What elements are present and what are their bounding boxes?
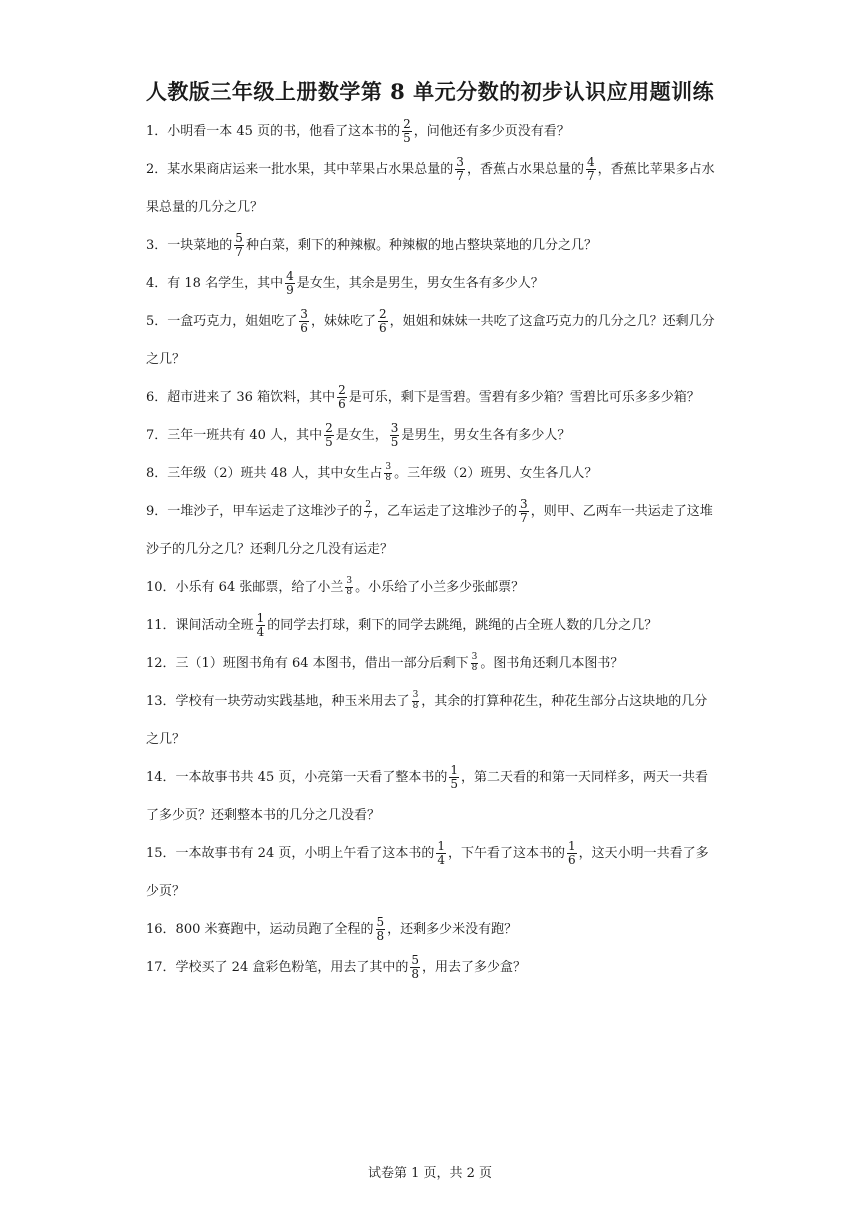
question-text: 一本故事书有 24 页，小明上午看了这本书的 bbox=[175, 846, 435, 861]
fraction-denominator: 4 bbox=[256, 625, 265, 639]
question-number: 14． bbox=[146, 770, 176, 785]
question-item bbox=[146, 265, 718, 303]
question-item bbox=[146, 911, 718, 949]
fraction bbox=[384, 463, 392, 484]
fraction-numerator: 2 bbox=[378, 306, 387, 321]
fraction-denominator: 8 bbox=[385, 473, 392, 483]
fraction bbox=[285, 270, 295, 297]
fraction-numerator: 2 bbox=[403, 116, 411, 131]
question-text: 一盒巧克力，姐姐吃了 bbox=[167, 314, 298, 329]
fraction-numerator: 5 bbox=[235, 230, 243, 245]
question-number: 8． bbox=[146, 466, 168, 481]
fraction-numerator: 2 bbox=[325, 420, 333, 435]
fraction-numerator: 2 bbox=[365, 500, 372, 511]
fraction-numerator: 3 bbox=[385, 462, 392, 473]
fraction-denominator: 5 bbox=[390, 435, 399, 449]
fraction-denominator: 7 bbox=[456, 169, 464, 183]
fraction bbox=[402, 118, 412, 145]
question-text: ，则甲、乙两车一共运走了这堆沙子的几分之几？还剩几分之几没有运走？ bbox=[146, 504, 713, 557]
question-item bbox=[146, 683, 718, 759]
question-number: 2． bbox=[146, 162, 168, 177]
question-text: 有 18 名学生，其中 bbox=[167, 276, 284, 291]
fraction-numerator: 3 bbox=[456, 154, 464, 169]
fraction bbox=[378, 308, 388, 335]
question-text: 是可乐，剩下是雪碧。雪碧有多少箱？雪碧比可乐多多少箱？ bbox=[348, 390, 700, 405]
fraction-numerator: 3 bbox=[471, 652, 478, 663]
question-list bbox=[146, 113, 718, 987]
question-number: 12． bbox=[146, 656, 176, 671]
question-text: ，其余的打算种花生，种花生部分占这块地的几分之几？ bbox=[146, 694, 708, 747]
question-number: 17． bbox=[146, 960, 176, 975]
fraction-denominator: 7 bbox=[586, 169, 595, 183]
question-text: 小乐有 64 张邮票，给了小兰 bbox=[175, 580, 344, 595]
fraction-denominator: 6 bbox=[338, 397, 346, 411]
fraction bbox=[412, 691, 420, 712]
question-item bbox=[146, 493, 718, 569]
question-text: 的同学去打球，剩下的同学去跳绳，跳绳的占全班人数的几分之几？ bbox=[267, 618, 658, 633]
question-number: 10． bbox=[146, 580, 176, 595]
fraction bbox=[436, 840, 446, 867]
fraction-denominator: 7 bbox=[235, 245, 243, 259]
question-item bbox=[146, 949, 718, 987]
fraction bbox=[390, 422, 400, 449]
fraction bbox=[256, 612, 266, 639]
question-text: 超市进来了 36 箱饮料，其中 bbox=[167, 390, 336, 405]
question-text: 种白菜，剩下的种辣椒。种辣椒的地占整块菜地的几分之几？ bbox=[245, 238, 597, 253]
fraction bbox=[345, 577, 353, 598]
fraction-numerator: 1 bbox=[437, 838, 445, 853]
question-item bbox=[146, 645, 718, 683]
fraction-denominator: 8 bbox=[346, 587, 353, 597]
fraction-numerator: 3 bbox=[412, 690, 419, 701]
question-text: 是男生，男女生各有多少人？ bbox=[401, 428, 571, 443]
fraction-numerator: 1 bbox=[256, 610, 265, 625]
question-text: ，还剩多少米没有跑？ bbox=[387, 922, 518, 937]
question-text: 课间活动全班 bbox=[175, 618, 254, 633]
question-text: 三（1）班图书角有 64 本图书，借出一部分后剩下 bbox=[175, 656, 469, 671]
fraction bbox=[299, 308, 309, 335]
question-text: 。图书角还剩几本图书？ bbox=[480, 656, 624, 671]
question-text: 800 米赛跑中，运动员跑了全程的 bbox=[175, 922, 374, 937]
question-item bbox=[146, 151, 718, 227]
question-text: 一堆沙子，甲车运走了这堆沙子的 bbox=[167, 504, 363, 519]
question-item bbox=[146, 607, 718, 645]
fraction bbox=[586, 156, 596, 183]
question-text: 一块菜地的 bbox=[167, 238, 233, 253]
page-footer: 试卷第 1 页，共 2 页 bbox=[367, 1166, 493, 1181]
fraction-numerator: 3 bbox=[346, 576, 353, 587]
question-text: ，乙车运走了这堆沙子的 bbox=[374, 504, 518, 519]
question-item bbox=[146, 303, 718, 379]
fraction-numerator: 4 bbox=[586, 154, 595, 169]
fraction bbox=[567, 840, 577, 867]
question-text: ，妹妹吃了 bbox=[310, 314, 376, 329]
question-text: ，用去了多少盒？ bbox=[422, 960, 527, 975]
question-number: 15． bbox=[146, 846, 176, 861]
fraction bbox=[471, 653, 479, 674]
question-text: 一本故事书共 45 页，小亮第一天看了整本书的 bbox=[175, 770, 448, 785]
fraction-numerator: 3 bbox=[390, 420, 399, 435]
fraction-denominator: 5 bbox=[325, 435, 333, 449]
question-number: 11． bbox=[146, 618, 176, 633]
question-text: 学校买了 24 盒彩色粉笔，用去了其中的 bbox=[175, 960, 409, 975]
question-number: 3． bbox=[146, 238, 168, 253]
question-text: ，问他还有多少页没有看？ bbox=[413, 124, 570, 139]
fraction-denominator: 9 bbox=[286, 283, 294, 297]
question-item bbox=[146, 455, 718, 493]
fraction-numerator: 1 bbox=[450, 762, 458, 777]
fraction bbox=[449, 764, 459, 791]
question-number: 5． bbox=[146, 314, 168, 329]
question-text: 。小乐给了小兰多少张邮票？ bbox=[355, 580, 525, 595]
question-item bbox=[146, 417, 718, 455]
fraction-numerator: 5 bbox=[411, 952, 419, 967]
fraction-numerator: 1 bbox=[568, 838, 576, 853]
question-text: 某水果商店运来一批水果，其中苹果占水果总量的 bbox=[167, 162, 454, 177]
question-text: 学校有一块劳动实践基地，种玉米用去了 bbox=[175, 694, 410, 709]
fraction-denominator: 8 bbox=[376, 929, 385, 943]
question-text: 三年一班共有 40 人，其中 bbox=[167, 428, 323, 443]
fraction-numerator: 2 bbox=[338, 382, 346, 397]
fraction-denominator: 8 bbox=[411, 967, 419, 981]
fraction-denominator: 5 bbox=[450, 777, 458, 791]
question-text: ，这天小明一共看了多少页？ bbox=[146, 846, 709, 899]
question-text: ，香蕉占水果总量的 bbox=[466, 162, 584, 177]
fraction-numerator: 3 bbox=[300, 306, 308, 321]
fraction-numerator: 4 bbox=[286, 268, 294, 283]
question-item bbox=[146, 227, 718, 265]
question-number: 13． bbox=[146, 694, 176, 709]
fraction-denominator: 8 bbox=[471, 663, 478, 673]
question-item bbox=[146, 569, 718, 607]
question-number: 7． bbox=[146, 428, 168, 443]
fraction-denominator: 4 bbox=[437, 853, 445, 867]
question-item bbox=[146, 113, 718, 151]
question-text: 。三年级（2）班男、女生各几人？ bbox=[394, 466, 598, 481]
fraction-denominator: 8 bbox=[412, 701, 419, 711]
fraction-numerator: 3 bbox=[520, 496, 528, 511]
question-number: 6． bbox=[146, 390, 168, 405]
question-text: ，第二天看的和第一天同样多，两天一共看了多少页？还剩整本书的几分之几没看？ bbox=[146, 770, 709, 823]
question-text: ，香蕉比苹果多占水果总量的几分之几？ bbox=[146, 162, 715, 215]
page-title: 人教版三年级上册数学第 8 单元分数的初步认识应用题训练 bbox=[145, 79, 715, 104]
question-text: 三年级（2）班共 48 人，其中女生占 bbox=[167, 466, 383, 481]
question-item bbox=[146, 835, 718, 911]
question-text: 小明看一本 45 页的书，他看了这本书的 bbox=[167, 124, 401, 139]
fraction bbox=[234, 232, 244, 259]
fraction bbox=[410, 954, 420, 981]
fraction-denominator: 7 bbox=[520, 511, 528, 525]
fraction-denominator: 5 bbox=[403, 131, 411, 145]
question-text: ，下午看了这本书的 bbox=[448, 846, 566, 861]
fraction bbox=[364, 501, 372, 522]
question-number: 1． bbox=[146, 124, 168, 139]
question-item bbox=[146, 759, 718, 835]
fraction bbox=[337, 384, 347, 411]
fraction-denominator: 6 bbox=[568, 853, 576, 867]
fraction-denominator: 6 bbox=[300, 321, 308, 335]
question-number: 9． bbox=[146, 504, 168, 519]
fraction-denominator: 7 bbox=[365, 511, 372, 521]
question-number: 4． bbox=[146, 276, 168, 291]
question-text: 是女生，其余是男生，男女生各有多少人？ bbox=[296, 276, 544, 291]
question-item bbox=[146, 379, 718, 417]
fraction bbox=[519, 498, 529, 525]
fraction bbox=[324, 422, 334, 449]
fraction bbox=[376, 916, 386, 943]
fraction-numerator: 5 bbox=[376, 914, 385, 929]
question-text: ，姐姐和妹妹一共吃了这盒巧克力的几分之几？还剩几分之几？ bbox=[146, 314, 715, 367]
question-number: 16． bbox=[146, 922, 176, 937]
question-text: 是女生， bbox=[335, 428, 388, 443]
fraction bbox=[455, 156, 465, 183]
fraction-denominator: 6 bbox=[378, 321, 387, 335]
